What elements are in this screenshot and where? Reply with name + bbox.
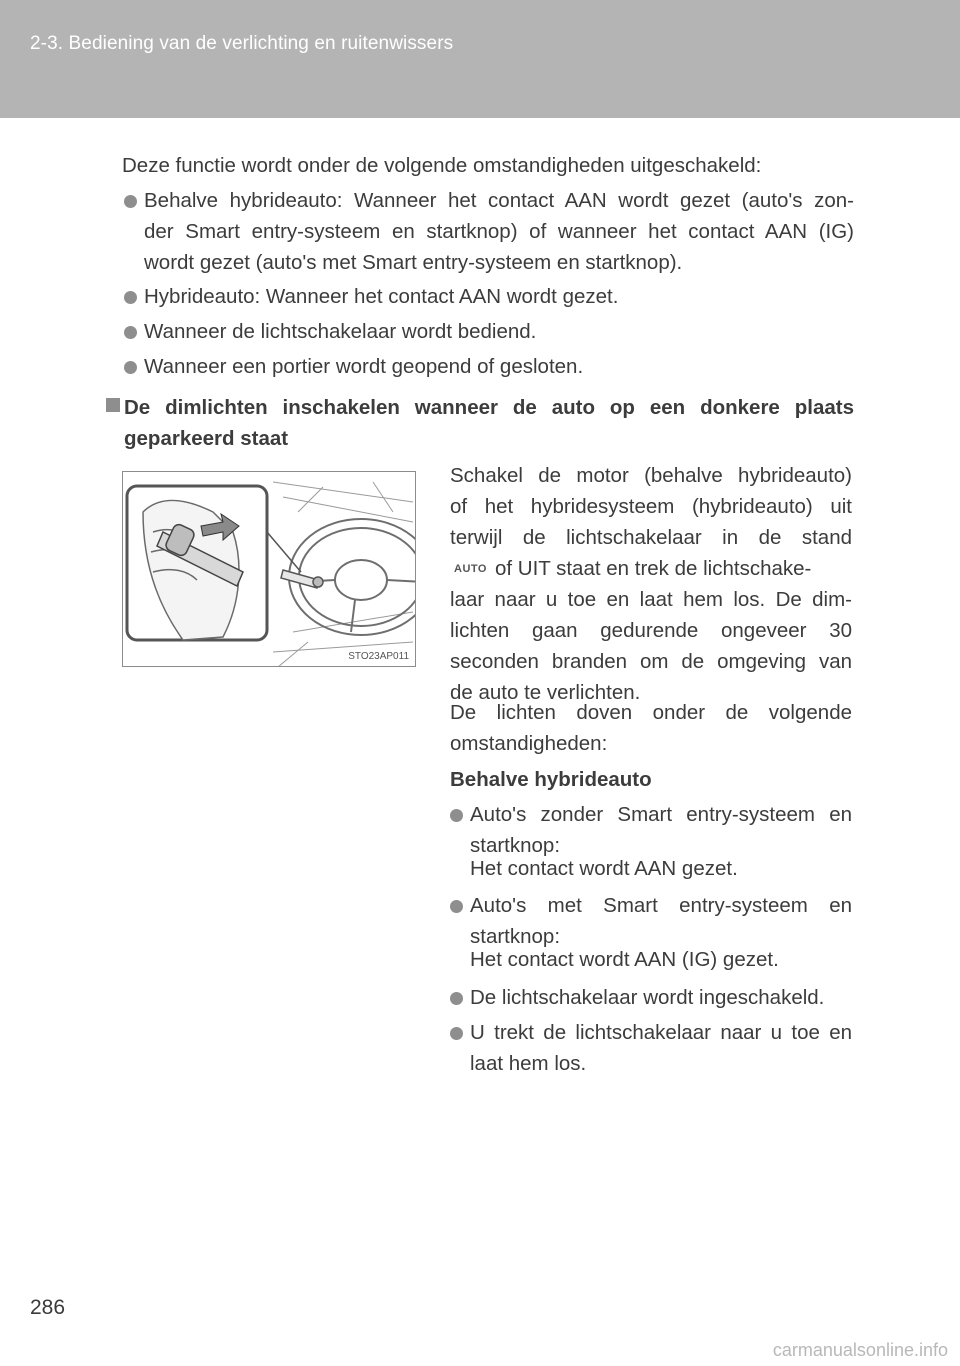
paragraph-line: lichten gaan gedurende ongeveer 30 (450, 619, 852, 642)
bullet-line: Behalve hybrideauto: Wanneer het contact AAN wordt gezet (auto's zon- (144, 189, 854, 212)
bullet-line: De lichtschakelaar wordt ingeschakeld. (470, 986, 825, 1009)
paragraph-line: de auto te verlichten. (450, 681, 641, 704)
paragraph-line: laar naar u toe en laat hem los. De dim- (450, 588, 852, 611)
bullet-dot (450, 809, 463, 822)
watermark[interactable]: carmanualsonline.info (772, 1340, 948, 1360)
bullet-dot (450, 900, 463, 913)
paragraph-line: De lichten doven onder de volgende (450, 701, 852, 724)
section-heading: geparkeerd staat (124, 427, 289, 450)
bullet-line: startknop: (470, 834, 561, 857)
header-band (0, 0, 960, 118)
bullet-line: Wanneer de lichtschakelaar wordt bediend. (144, 320, 537, 343)
bullet-line: der Smart entry-systeem en startknop) of wanneer het contact AAN (IG) (144, 220, 854, 243)
bullet-line: Het contact wordt AAN (IG) gezet. (470, 948, 779, 971)
bullet-line: U trekt de lichtschakelaar naar u toe en (470, 1021, 852, 1044)
paragraph-line: seconden branden om de omgeving van (450, 650, 852, 673)
section-heading: De dimlichten inschakelen wanneer de auto op een donkere plaats (124, 396, 854, 419)
paragraph-line (450, 553, 852, 585)
bullet-line: Auto's met Smart entry-systeem en (470, 894, 852, 917)
bullet-line: Het contact wordt AAN gezet. (470, 857, 738, 880)
paragraph-line: Schakel de motor (behalve hybrideauto) (450, 464, 852, 487)
bullet-line: laat hem los. (470, 1052, 587, 1075)
subheading: Behalve hybrideauto (450, 768, 652, 791)
bullet-line: Hybrideauto: Wanneer het contact AAN wordt gezet. (144, 285, 619, 308)
bullet-dot (124, 361, 137, 374)
bullet-line: startknop: (470, 925, 561, 948)
bullet-dot (124, 291, 137, 304)
bullet-dot (450, 1027, 463, 1040)
illustration-drawing (123, 472, 416, 667)
paragraph-line: terwijl de lichtschakelaar in de stand (450, 526, 852, 549)
bullet-dot (450, 992, 463, 1005)
bullet-dot (124, 195, 137, 208)
intro-text: Deze functie wordt onder de volgende omstandigheden uitgeschakeld: (122, 154, 762, 177)
page-number: 286 (30, 1296, 66, 1319)
headlight-switch-illustration (122, 471, 416, 667)
bullet-line: wordt gezet (auto's met Smart entry-systeem en startknop). (144, 251, 683, 274)
figure-code: STO23AP011 (348, 651, 409, 662)
section-square-icon (106, 398, 120, 412)
paragraph-line: of het hybridesysteem (hybrideauto) uit (450, 495, 852, 518)
bullet-dot (124, 326, 137, 339)
paragraph-line-text: of UIT staat en trek de lichtschake- (494, 557, 812, 580)
section-title: 2-3. Bediening van de verlichting en ruitenwissers (30, 33, 454, 54)
bullet-line: Auto's zonder Smart entry-systeem en (470, 803, 852, 826)
bullet-line: Wanneer een portier wordt geopend of gesloten. (144, 355, 584, 378)
paragraph-line: omstandigheden: (450, 732, 608, 755)
auto-icon: AUTO (454, 563, 487, 575)
